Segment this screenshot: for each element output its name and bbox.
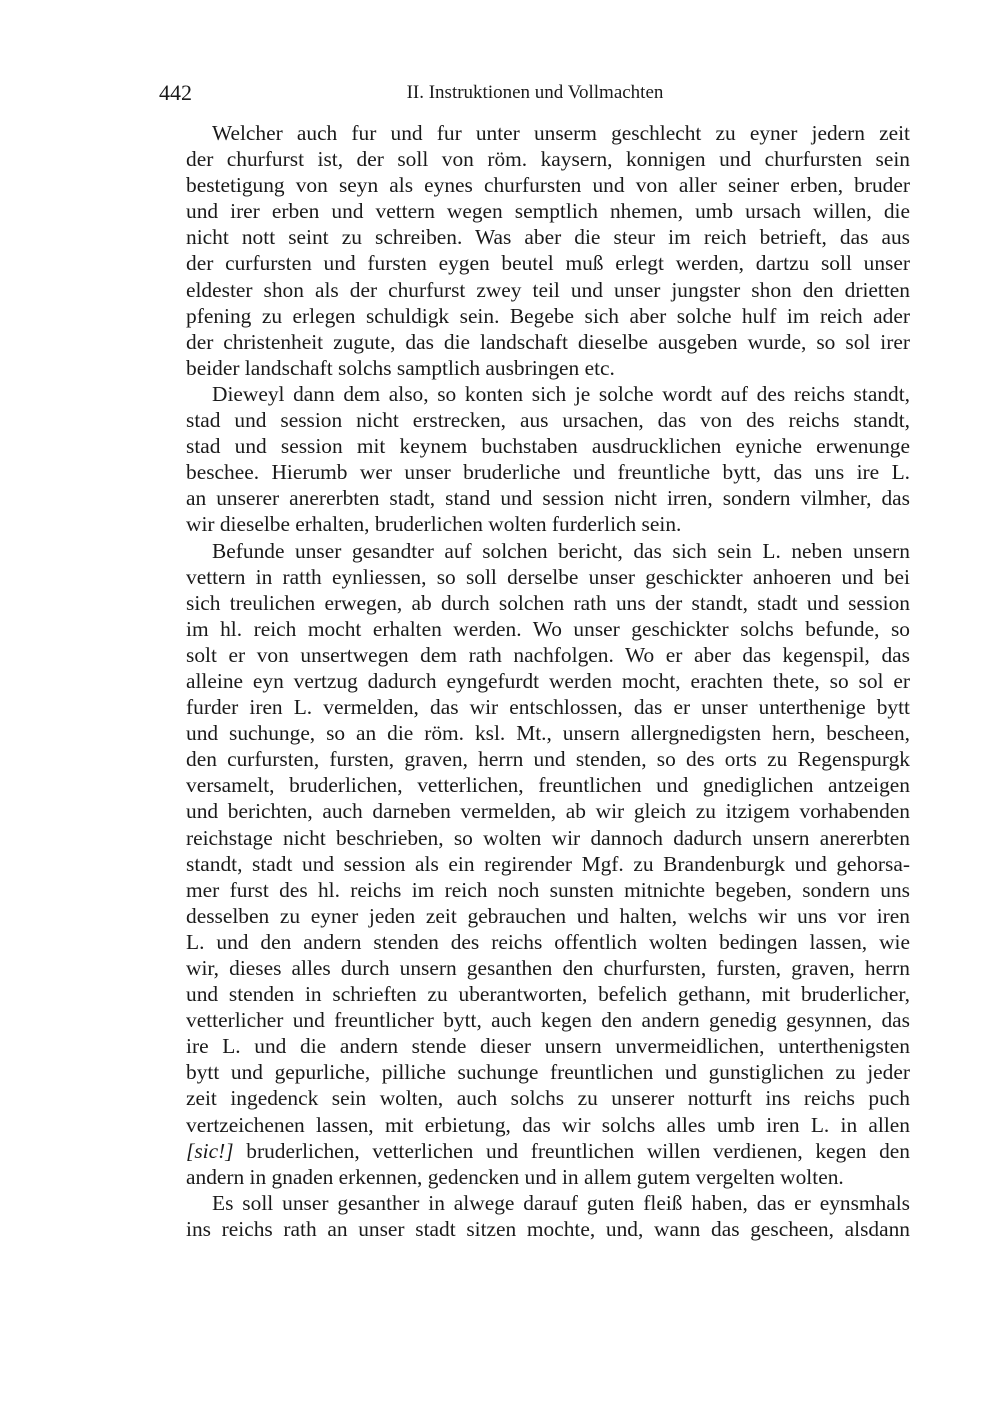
text-line: stad und session mit keynem buchstaben ausdrucklichen eyniche erwenunge [186,434,910,459]
text-line: furder iren L. vermelden, das wir entschlossen, das er unser unterthenige bytt [186,695,910,720]
text-line: bytt und gepurliche, pilliche suchunge freuntlichen und gunstiglichen zu jeder [186,1060,910,1085]
running-title: II. Instruktionen und Vollmachten [406,82,664,103]
text-line: der churfurst ist, der soll von röm. kaysern, konnigen und churfursten sein [186,147,910,172]
text-line: sich treulichen erwegen, ab durch solchen rath uns der standt, stadt und session [186,590,910,615]
text-line: standt, stadt und session als ein regirender Mgf. zu Brandenburgk und gehorsa- [186,851,910,876]
text-line: vertzeichenen lassen, mit erbietung, das wir solchs alles umb iren L. in allen [186,1112,910,1137]
page-number: 442 [159,80,192,105]
text-line-with-note [160,1138,910,1164]
text-line: alleine eyn vertzug dadurch eyngefurdt werden mocht, erachten thete, so sol er [186,668,910,693]
text-line: ire L. und die andern stende dieser unsern unvermeidlichen, unterthenigsten [186,1034,910,1059]
text-line: Es soll unser gesanther in alwege darauf guten fleiß haben, das er eynsmhals [212,1190,910,1215]
paragraph-2 [160,381,910,538]
text-line: mer furst des hl. reichs im reich noch sunsten mitnichte begeben, sondern uns [186,877,910,902]
text-line: und irer erben und vettern wegen semptlich nhemen, umb ursach willen, die [186,199,910,224]
text-line: im hl. reich mocht erhalten werden. Wo unser geschickter solchs befunde, so [186,616,910,641]
paragraph-1 [160,120,910,381]
editorial-note-sic: [sic!] [186,1138,234,1163]
text-line: bestetigung von seyn als eynes churfursten und von aller seiner erben, bruder [186,173,910,198]
text-line: und stenden in schrieften zu uberantworten, befelich gethann, mit bruderlicher, [186,982,910,1007]
text-line: Dieweyl dann dem also, so konten sich je solche wordt auf des reichs standt, [212,381,910,406]
paragraph-3 [160,538,910,1190]
body-text [160,120,910,1242]
text-line: Befunde unser gesandter auf solchen bericht, das sich sein L. neben unsern [212,538,910,563]
page-header [159,78,911,108]
text-line: reichstage nicht beschrieben, so wolten wir dannoch dadurch unsern anererbten [186,825,910,850]
text-line: eldester shon als der churfurst zwey teil und unser jungster shon den drietten [186,277,910,302]
text-line: versamelt, bruderlichen, vetterlichen, freuntlichen und gnediglichen antzeigen [186,773,910,798]
text-line: ins reichs rath an unser stadt sitzen mochte, und, wann das gescheen, alsdann [186,1216,910,1241]
text-line: stad und session nicht erstrecken, aus ursachen, das von des reichs standt, [186,408,910,433]
text-line: pfening zu erlegen schuldigk sein. Begebe sich aber solche hulf im reich ader [186,303,910,328]
text-line: der christenheit zugute, das die landschaft dieselbe ausgeben wurde, so sol irer [186,329,910,354]
text-line: der curfursten und fursten eygen beutel muß erlegt werden, dartzu soll unser [186,251,910,276]
text-line: Welcher auch fur und fur unter unserm geschlecht zu eyner jedern zeit [212,121,910,145]
text-line: vetterlicher und freuntlicher bytt, auch kegen den andern genedig gesynnen, das [186,1008,910,1033]
text-line: desselben zu eyner jeden zeit gebrauchen und halten, welchs wir uns vor iren [186,903,910,928]
text-line: nicht nott seint zu schreiben. Was aber die steur im reich betrieft, das aus [186,225,910,250]
text-line: zeit ingedenck sein wolten, auch solchs zu unserer notturft ins reichs puch [186,1086,910,1111]
text-line-content: bruderlichen, vetterlichen und freuntlichen willen verdienen, kegen den [246,1138,911,1163]
text-line: wir dieselbe erhalten, bruderlichen wolten furderlich sein. [186,512,682,537]
text-line: und suchunge, so an die röm. ksl. Mt., unsern allergnedigsten hern, bescheen, [186,721,910,746]
text-line: und berichten, auch darneben vermelden, ab wir gleich zu itzigem vorhabenden [186,799,910,824]
text-line: vettern in ratth eynliessen, so soll derselbe unser geschickter anhoeren und bei [186,564,910,589]
text-line: L. und den andern stenden des reichs offentlich wolten bedingen lassen, wie [186,929,910,954]
text-line: wir, dieses alles durch unsern gesanthen den churfursten, fursten, graven, herrn [186,956,910,980]
paragraph-4 [160,1190,910,1242]
text-line: den curfursten, fursten, graven, herrn und stenden, so des orts zu Regenspurgk [186,747,910,772]
text-line: beider landschaft solchs samptlich ausbringen etc. [186,355,615,380]
text-line: beschee. Hierumb wer unser bruderliche und freuntliche bytt, das uns ire L. [186,460,910,485]
text-line: solt er von unsertwegen dem rath nachfolgen. Wo er aber das kegenspil, das [186,642,910,667]
text-line: andern in gnaden erkennen, gedencken und in allem gutem vergelten wolten. [186,1164,844,1189]
text-line: an unserer anererbten stadt, stand und session nicht irren, sondern vilmher, das [186,486,910,511]
